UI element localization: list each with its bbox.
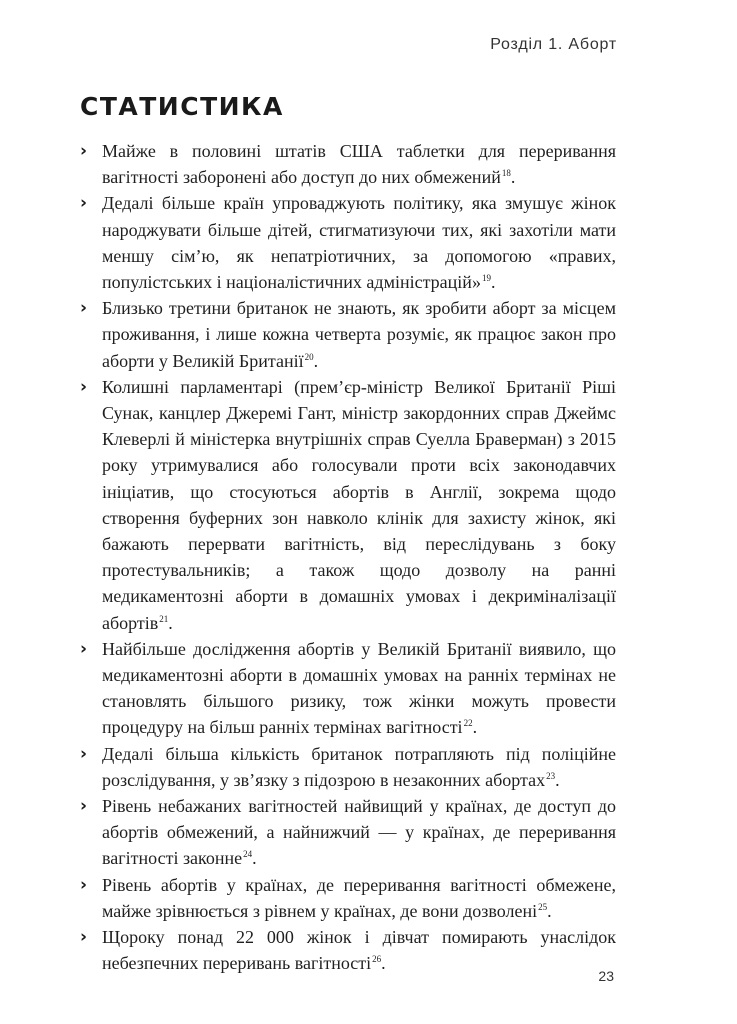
list-item-text-block bbox=[102, 138, 616, 190]
footnote-ref: 26 bbox=[372, 954, 382, 965]
list-item-text-block bbox=[102, 924, 616, 976]
footnote-ref: 20 bbox=[304, 351, 314, 362]
chevron-right-icon: › bbox=[80, 376, 88, 397]
list-item bbox=[80, 636, 616, 741]
list-item bbox=[80, 872, 616, 924]
chevron-right-icon: › bbox=[80, 638, 88, 659]
footnote-ref: 25 bbox=[538, 901, 548, 912]
list-item-tail: . bbox=[381, 953, 386, 974]
list-item-tail: . bbox=[555, 769, 560, 790]
chevron-right-icon: › bbox=[80, 874, 88, 895]
chevron-right-icon: › bbox=[80, 927, 88, 948]
list-item-tail: . bbox=[490, 272, 496, 293]
list-item-tail: . bbox=[168, 612, 173, 633]
footnote-ref: 24 bbox=[243, 849, 253, 860]
list-item-text-block bbox=[102, 872, 616, 924]
list-item-text: Рівень абортів у країнах, де переривання вагітності обмежене, майже зрівнюється з рівнем у країнах, де вони дозволені bbox=[102, 874, 616, 921]
list-item-text: Щороку понад 22 000 жінок і дівчат помирають унаслідок небезпечних переривань вагітності bbox=[102, 927, 616, 974]
chevron-right-icon: › bbox=[80, 298, 88, 319]
statistics-list bbox=[80, 138, 616, 977]
chevron-right-icon: › bbox=[80, 743, 88, 764]
page-number: 23 bbox=[598, 968, 614, 984]
list-item-text-block bbox=[102, 636, 616, 741]
list-item bbox=[80, 793, 616, 872]
list-item-tail: . bbox=[510, 167, 516, 188]
footnote-ref: 23 bbox=[546, 770, 556, 781]
list-item bbox=[80, 190, 616, 295]
list-item-text: Найбільше дослідження абортів у Великій Британії виявило, що медикаментозні аборти в домашніх умовах на ранніх термінах не становлять більшого ризику, тож жінки можуть провести процедуру на більш ранніх термінах вагітності bbox=[102, 638, 616, 738]
list-item bbox=[80, 295, 616, 374]
chevron-right-icon: › bbox=[80, 193, 88, 214]
list-item-text-block bbox=[102, 741, 616, 793]
chevron-right-icon: › bbox=[80, 141, 88, 161]
list-item bbox=[80, 374, 616, 636]
list-item bbox=[80, 741, 616, 793]
list-item-text-block bbox=[102, 190, 616, 295]
list-item-text: Дедалі більше країн упроваджують політику, яка змушує жінок народжувати більше дітей, стигматизуючи тих, які захотіли мати меншу сім’ю, як непатріотичних, за допомогою «правих, популістських і націоналістичних адміністрацій» bbox=[102, 193, 616, 293]
list-item-tail: . bbox=[252, 848, 257, 869]
list-item-text: Рівень небажаних вагітностей найвищий у країнах, де доступ до абортів обмежений, а найнижчий — у країнах, де переривання вагітності законне bbox=[102, 796, 616, 869]
footnote-ref: 21 bbox=[159, 613, 169, 624]
list-item-tail: . bbox=[313, 350, 319, 371]
running-header: Розділ 1. Аборт bbox=[490, 36, 617, 53]
list-item-tail: . bbox=[472, 717, 478, 738]
list-item-text: Дедалі більша кількість британок потрапляють під поліційне розслідування, у зв’язку з підозрою в незаконних абортах bbox=[102, 743, 616, 790]
chevron-right-icon: › bbox=[80, 796, 88, 817]
section-title: СТАТИСТИКА bbox=[80, 92, 284, 121]
list-item-text-block bbox=[102, 374, 616, 636]
list-item-text: Майже в половині штатів США таблетки для переривання вагітності заборонені або доступ до них обмежений bbox=[102, 141, 616, 188]
footnote-ref: 22 bbox=[463, 718, 473, 729]
footnote-ref: 18 bbox=[501, 168, 511, 179]
footnote-ref: 19 bbox=[481, 273, 491, 284]
list-item-text-block bbox=[102, 295, 616, 374]
list-item-tail: . bbox=[547, 900, 552, 921]
list-item-text: Близько третини британок не знають, як зробити аборт за місцем проживання, і лише кожна четверта розуміє, як працює закон про аборти у Великій Британії bbox=[102, 298, 616, 371]
list-item bbox=[80, 924, 616, 976]
list-item-text: Колишні парламентарі (прем’єр-міністр Великої Британії Ріші Сунак, канцлер Джеремі Гант, міністр закордонних справ Джеймс Клеверлі й міністерка внутрішніх справ Суелла Браверман) з 2015 року утримувалися або голосували проти всіх законодавчих ініціатив, що стосуються абортів в Англії, зокрема щодо створення буферних зон навколо клінік для захисту жінок, які бажають перервати вагітність, від переслідувань з боку протестувальників; а також щодо дозволу на ранні медикаментозні аборти в домашніх умовах і декриміналізації абортів bbox=[102, 376, 616, 633]
list-item bbox=[80, 138, 616, 190]
list-item-text-block bbox=[102, 793, 616, 872]
